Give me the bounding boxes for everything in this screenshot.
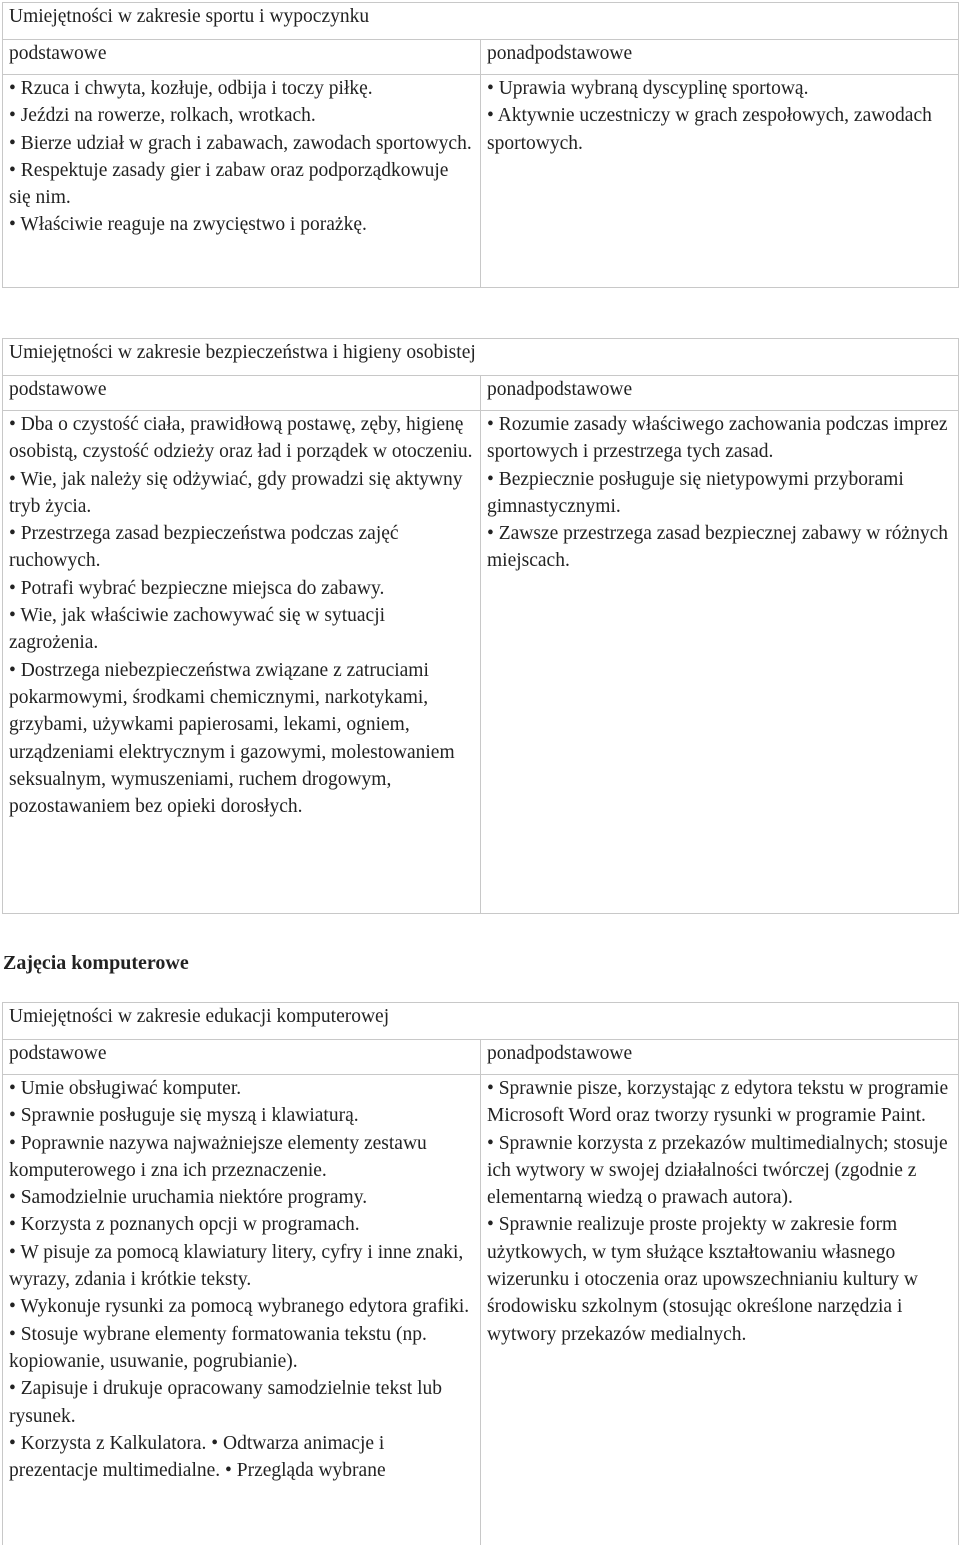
list-item: • Zawsze przestrzega zasad bezpiecznej zabawy w różnych miejscach. [487, 523, 949, 572]
list-item: • Aktywnie uczestniczy w grach zespołowych, zawodach sportowych. [487, 105, 932, 154]
list-item: • Rzuca i chwyta, kozłuje, odbija i toczy piłkę. [9, 78, 373, 99]
list-item: • Wykonuje rysunki za pomocą wybranego edytora grafiki. [9, 1296, 470, 1318]
list-item: • Sprawnie realizuje proste projekty w zakresie form użytkowych, w tym służące kształtowaniu własnego wizerunku i otoczenia oraz upowszechnianiu kultury w środowisku szkolnym (stosując określone narzędzia i wytwory przekazów medialnych. [487, 1214, 919, 1345]
list-item: • Korzysta z Kalkulatora. • Odtwarza animacje i prezentacje multimedialne. • Przegląda wybrane [9, 1432, 386, 1482]
list-item: • Korzysta z poznanych opcji w programach. [9, 1214, 360, 1236]
section-heading: Zajęcia komputerowe [3, 952, 189, 974]
list-item: • Zapisuje i drukuje opracowany samodzielnie tekst lub rysunek. [9, 1378, 442, 1427]
list-item: • Poprawnie nazywa najważniejsze elementy zestawu komputerowego i zna ich przeznaczenie. [9, 1132, 427, 1181]
advanced-skills-list [481, 1075, 959, 1546]
list-item: • Sprawnie korzysta z przekazów multimedialnych; stosuje ich wytwory w swojej działalności twórczej (zgodnie z elementarną wiedzą o prawach autora). [487, 1132, 948, 1209]
list-item: • Bierze udział w grach i zabawach, zawodach sportowych. [9, 132, 472, 154]
list-item: • Sprawnie pisze, korzystając z edytora tekstu w programie Microsoft Word oraz tworzy rysunki w programie Paint. [487, 1078, 949, 1127]
advanced-level-label: ponadpodstawowe [481, 40, 959, 75]
basic-level-label: podstawowe [3, 40, 481, 75]
section-title: Umiejętności w zakresie edukacji komputerowej [3, 1003, 959, 1040]
advanced-level-label: ponadpodstawowe [481, 1040, 959, 1075]
advanced-level-label: ponadpodstawowe [481, 376, 959, 411]
list-item: • Rozumie zasady właściwego zachowania podczas imprez sportowych i przestrzega tych zasad. [487, 414, 948, 463]
list-item: • Umie obsługiwać komputer. [9, 1078, 242, 1099]
basic-skills-list [3, 75, 481, 288]
list-item: • Stosuje wybrane elementy formatowania tekstu (np. kopiowanie, usuwanie, pogrubianie). [9, 1323, 427, 1372]
list-item: • Przestrzega zasad bezpieczeństwa podczas zajęć ruchowych. [9, 523, 399, 572]
list-item: • Wie, jak należy się odżywiać, gdy prowadzi się aktywny tryb życia. [9, 468, 463, 517]
basic-level-label: podstawowe [3, 1040, 481, 1075]
section-computer-education [2, 1002, 959, 1545]
list-item: • Potrafi wybrać bezpieczne miejsca do zabawy. [9, 577, 385, 599]
section-title: Umiejętności w zakresie sportu i wypoczynku [3, 3, 959, 40]
list-item: • Właściwie reaguje na zwycięstwo i porażkę. [9, 214, 367, 236]
section-title: Umiejętności w zakresie bezpieczeństwa i higieny osobistej [3, 339, 959, 376]
basic-level-label: podstawowe [3, 376, 481, 411]
list-item: • Bezpiecznie posługuje się nietypowymi przyborami gimnastycznymi. [487, 468, 904, 517]
list-item: • Respektuje zasady gier i zabaw oraz podporządkowuje się nim. [9, 159, 449, 209]
basic-skills-list [3, 1075, 481, 1546]
advanced-skills-list [481, 411, 959, 914]
list-item: • Uprawia wybraną dyscyplinę sportową. [487, 78, 809, 99]
list-item: • Jeździ na rowerze, rolkach, wrotkach. [9, 105, 316, 127]
list-item: • Sprawnie posługuje się myszą i klawiaturą. [9, 1105, 359, 1127]
section-sport [2, 2, 959, 288]
basic-skills-list [3, 411, 481, 914]
list-item: • Wie, jak właściwie zachowywać się w sytuacji zagrożenia. [9, 605, 386, 654]
advanced-skills-list [481, 75, 959, 288]
list-item: • Samodzielnie uruchamia niektóre programy. [9, 1187, 368, 1209]
list-item: • Dba o czystość ciała, prawidłową postawę, zęby, higienę osobistą, czystość odzieży oraz ład i porządek w otoczeniu. [9, 414, 473, 463]
list-item: • W pisuje za pomocą klawiatury litery, cyfry i inne znaki, wyrazy, zdania i krótkie teksty. [9, 1241, 464, 1291]
list-item: • Dostrzega niebezpieczeństwa związane z zatruciami pokarmowymi, środkami chemicznymi, narkotykami, grzybami, używkami papierosami, lekami, ogniem, urządzeniami elektrycznym i gazowymi, molestowaniem seksualnym, wymuszeniami, ruchem drogowym, pozostawaniem bez opieki dorosłych. [9, 659, 455, 818]
section-safety-hygiene [2, 338, 959, 914]
